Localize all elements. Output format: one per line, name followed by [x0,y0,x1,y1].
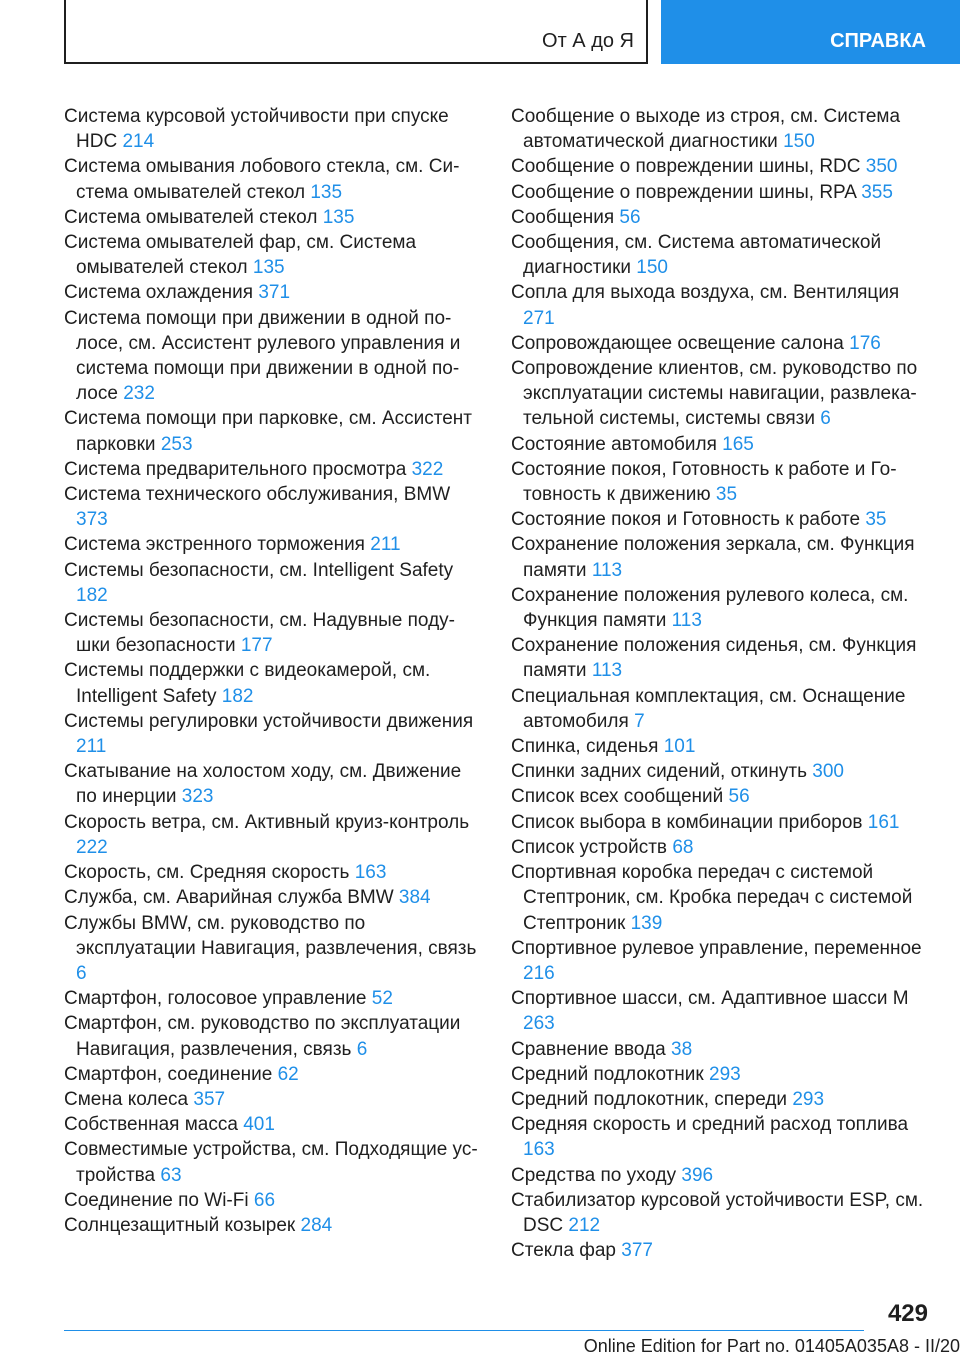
index-entry [64,1011,479,1061]
index-entry-page-link[interactable]: 150 [636,257,668,279]
index-entry [64,406,479,456]
index-entry-page-link[interactable]: 135 [310,181,343,203]
index-entry-page-link[interactable]: 6 [76,962,87,984]
index-entry-text: Средний подлокотник, спереди [511,1088,788,1110]
index-entry [511,759,931,784]
index-entry-text: Солнцезащитный козырек [64,1214,296,1236]
index-entry-text: Служба, см. Аварийная служба BMW [64,887,394,909]
index-entry-text: Собственная масса [64,1114,238,1136]
header-tab[interactable] [661,0,960,64]
index-entry [511,1188,931,1238]
index-entry-page-link[interactable]: 222 [76,836,108,858]
index-entry-page-link[interactable]: 68 [672,836,694,858]
index-entry-text: Специальная комплектация, см. Оснащение автомобиля [511,685,906,732]
index-entry [64,532,479,557]
index-entry-page-link[interactable]: 56 [728,786,750,808]
index-entry-page-link[interactable]: 293 [792,1088,825,1110]
index-entry-text: Сообщения [511,206,615,228]
index-entry-text: Системы поддержки с видеокамерой, см. Intelligent Safety [64,660,431,707]
index-entry [64,986,479,1011]
index-entry-page-link[interactable]: 66 [253,1189,276,1211]
index-entry-page-link[interactable]: 6 [356,1038,368,1060]
index-entry-text: Службы BMW, см. руководство по эксплуатации Навигация, развлечения, связь [64,912,477,959]
index-entry [511,784,931,809]
index-entry-page-link[interactable]: 373 [76,509,108,531]
index-entry-text: Соединение по Wi-Fi [64,1189,249,1211]
index-entry-page-link[interactable]: 300 [812,761,844,783]
page-number: 429 [887,1300,928,1327]
index-entry-text: Смена колеса [64,1088,189,1110]
index-entry-text: Список выбора в комбинации приборов [511,811,863,833]
index-entry-text: Система охлаждения [64,282,254,304]
index-entry [511,356,931,432]
index-entry-page-link[interactable]: 323 [181,786,214,808]
index-entry [64,205,479,230]
index-entry [511,331,931,356]
index-entry-page-link[interactable]: 371 [258,282,291,304]
index-entry [511,104,931,154]
index-entry-text: Сообщение о повреждении шины, RPA [511,181,856,203]
index-entry-page-link[interactable]: 62 [277,1063,299,1085]
index-entry-page-link[interactable]: 6 [820,408,831,430]
index-entry-text: Совместимые устройства, см. Подходящие устройства [64,1139,478,1186]
index-entry [64,558,479,608]
index-entry-page-link[interactable]: 293 [709,1063,741,1085]
index-entry-page-link[interactable]: 284 [300,1214,333,1236]
index-entry-page-link[interactable]: 212 [568,1214,601,1236]
index-entry [511,1087,931,1112]
index-entry-page-link[interactable]: 35 [715,484,738,506]
index-entry [64,1087,479,1112]
index-entry-page-link[interactable]: 322 [411,458,444,480]
index-entry [64,860,479,885]
index-entry [64,280,479,305]
index-entry-text: Средства по уходу [511,1164,677,1186]
header-section-title: От А до Я [542,30,634,52]
index-entry-text: Сообщения, см. Система автоматической диагностики [511,232,882,279]
index-entry-text: Сравнение ввода [511,1038,666,1060]
index-entry-text: Сохранение положения зеркала, см. Функция памяти [511,534,915,581]
index-entry-page-link[interactable]: 113 [591,559,623,581]
index-entry-text: Смартфон, соединение [64,1063,273,1085]
index-entry-page-link[interactable]: 232 [123,383,155,405]
header-section-box [64,0,648,64]
index-entry-page-link[interactable]: 182 [221,685,254,707]
index-entry-text: Системы регулировки устойчивости движения [64,710,474,732]
index-entry-text: Смартфон, см. руководство по эксплуатации Навигация, развлечения, связь [64,1013,461,1060]
index-entry-text: Смартфон, голосовое управление [64,988,367,1010]
index-entry-text: Система омывания лобового стекла, см. Система омывателей стекол [64,156,460,203]
index-entry [511,205,931,230]
index-entry-page-link[interactable]: 211 [76,736,107,758]
index-entry-text: Стабилизатор курсовой устойчивости ESP, см. DSC [511,1189,924,1236]
index-entry [511,1238,931,1263]
index-entry [64,1062,479,1087]
index-entry-text: Скатывание на холостом ходу, см. Движение по инерции [64,761,462,808]
index-entry-text: Система помощи при парковке, см. Ассистент парковки [64,408,472,455]
index-entry [511,684,931,734]
index-entry-page-link[interactable]: 401 [243,1114,275,1136]
index-entry-page-link[interactable]: 135 [322,206,355,228]
index-entry-text: Скорость, см. Средняя скорость [64,862,350,884]
index-entry-text: Спинки задних сидений, откинуть [511,761,807,783]
index-entry-text: Сообщение о повреждении шины, RDC [511,156,861,178]
index-entry-text: Спортивное рулевое управление, переменное [511,937,922,959]
index-entry [511,457,931,507]
index-entry [64,885,479,910]
index-entry-page-link[interactable]: 355 [861,181,893,203]
index-entry-page-link[interactable]: 263 [523,1013,555,1035]
index-entry-page-link[interactable]: 350 [865,156,898,178]
index-entry [511,180,931,205]
index-entry-page-link[interactable]: 38 [671,1038,693,1060]
index-entry-text: Спинка, сиденья [511,736,659,758]
index-entry [64,482,479,532]
index-entry-text: Состояние покоя и Готовность к работе [511,509,861,531]
index-entry-text: Система помощи при движении в одной полосе, см. Ассистент рулевого управления и система помощи при движении в одной полосе [64,307,461,405]
index-entry-text: Система экстренного торможения [64,534,365,556]
index-entry-text: Сохранение положения рулевого колеса, см. Функция памяти [511,584,909,632]
index-entry-text: Система технического обслуживания, BMW [64,484,451,506]
index-entry-text: Стекла фар [511,1240,617,1262]
index-entry [511,936,931,986]
index-entry-text: Сопровождение клиентов, см. руководство по эксплуатации системы навигации, развлекательной системы, системы связи [511,358,918,430]
index-entry [511,230,931,280]
index-entry [511,810,931,835]
footer-text: Online Edition for Part no. 01405A035A8 - II/20 [583,1336,960,1356]
index-entry [64,911,479,987]
footer-divider [64,1330,864,1331]
index-entry-page-link[interactable]: 396 [681,1164,714,1186]
index-entry-text: Система предварительного просмотра [64,458,407,480]
index-entry-page-link[interactable]: 214 [122,131,155,153]
index-entry [511,986,931,1036]
index-entry [64,457,479,482]
index-entry [511,507,931,532]
index-entry-page-link[interactable]: 377 [621,1240,653,1262]
index-entry-text: Средний подлокотник [511,1063,704,1085]
index-entry-page-link[interactable]: 163 [523,1139,555,1161]
index-entry [64,1137,479,1187]
index-entry [511,1163,931,1188]
index-entry [511,583,931,633]
index-entry-text: Средняя скорость и средний расход топлива [511,1114,909,1136]
index-entry [511,1062,931,1087]
index-entry-page-link[interactable]: 161 [867,811,900,833]
index-entry-page-link[interactable]: 113 [671,610,702,632]
index-entry-text: Список всех сообщений [511,786,724,808]
index-entry-page-link[interactable]: 163 [354,862,387,884]
index-entry-page-link[interactable]: 357 [193,1088,226,1110]
index-entry-text: Система омывателей фар, см. Система омывателей стекол [64,232,417,279]
index-entry [511,432,931,457]
index-entry-text: Системы безопасности, см. Надувные подушки безопасности [64,610,455,657]
index-entry-page-link[interactable]: 63 [160,1164,182,1186]
index-entry [64,1188,479,1213]
index-entry-text: Состояние покоя, Готовность к работе и Готовность к движению [511,458,897,506]
index-entry-page-link[interactable]: 101 [663,736,696,758]
index-column-left [64,104,479,1238]
index-entry-page-link[interactable]: 135 [252,257,285,279]
index-entry [64,810,479,860]
index-entry [511,860,931,936]
index-entry-text: Спортивное шасси, см. Адаптивное шасси M [511,988,909,1010]
index-entry-page-link[interactable]: 52 [371,988,393,1010]
index-entry-page-link[interactable]: 253 [160,433,193,455]
index-entry-page-link[interactable]: 35 [865,509,887,531]
index-entry [64,154,479,204]
index-entry-text: Сохранение положения сиденья, см. Функция памяти [511,635,917,682]
index-entry-page-link[interactable]: 384 [398,887,431,909]
index-entry-text: Система курсовой устойчивости при спуске HDC [64,106,449,153]
index-entry-page-link[interactable]: 182 [76,584,108,606]
index-entry [64,759,479,809]
index-entry-page-link[interactable]: 56 [619,206,641,228]
index-entry [511,1112,931,1162]
index-column-right [511,104,931,1263]
index-entry-text: Состояние автомобиля [511,433,717,455]
index-entry-text: Спортивная коробка передач с системой Стептроник, см. Кробка передач с системой Стептроник [511,862,913,934]
index-entry-page-link[interactable]: 165 [722,433,754,455]
index-entry-page-link[interactable]: 113 [591,660,623,682]
index-entry-page-link[interactable]: 177 [240,635,273,657]
index-entry-page-link[interactable]: 7 [634,710,645,732]
index-entry-page-link[interactable]: 271 [523,307,555,329]
index-entry-text: Система омывателей стекол [64,206,318,228]
index-entry [64,104,479,154]
index-entry-text: Сопла для выхода воздуха, см. Вентиляция [511,282,900,304]
index-entry [64,658,479,708]
index-entry [64,709,479,759]
header-tab-label: СПРАВКА [830,30,926,52]
index-entry-page-link[interactable]: 216 [523,962,555,984]
index-entry-page-link[interactable]: 211 [370,534,401,556]
index-entry [511,280,931,330]
index-entry [511,532,931,582]
index-entry [64,1112,479,1137]
index-entry-text: Системы безопасности, см. Intelligent Safety [64,559,454,581]
index-entry [511,1037,931,1062]
index-entry-text: Сообщение о выходе из строя, см. Система автоматической диагностики [511,106,901,153]
index-entry [511,835,931,860]
index-entry [511,734,931,759]
index-entry-page-link[interactable]: 139 [630,912,663,934]
index-entry-text: Сопровождающее освещение салона [511,332,844,354]
index-entry [511,154,931,179]
index-entry-page-link[interactable]: 176 [849,332,881,354]
index-entry [64,608,479,658]
index-entry [64,230,479,280]
index-entry-text: Список устройств [511,836,668,858]
index-entry [511,633,931,683]
index-entry [64,306,479,407]
index-entry-text: Скорость ветра, см. Активный круиз-контроль [64,811,470,833]
index-entry [64,1213,479,1238]
index-entry-page-link[interactable]: 150 [783,131,815,153]
